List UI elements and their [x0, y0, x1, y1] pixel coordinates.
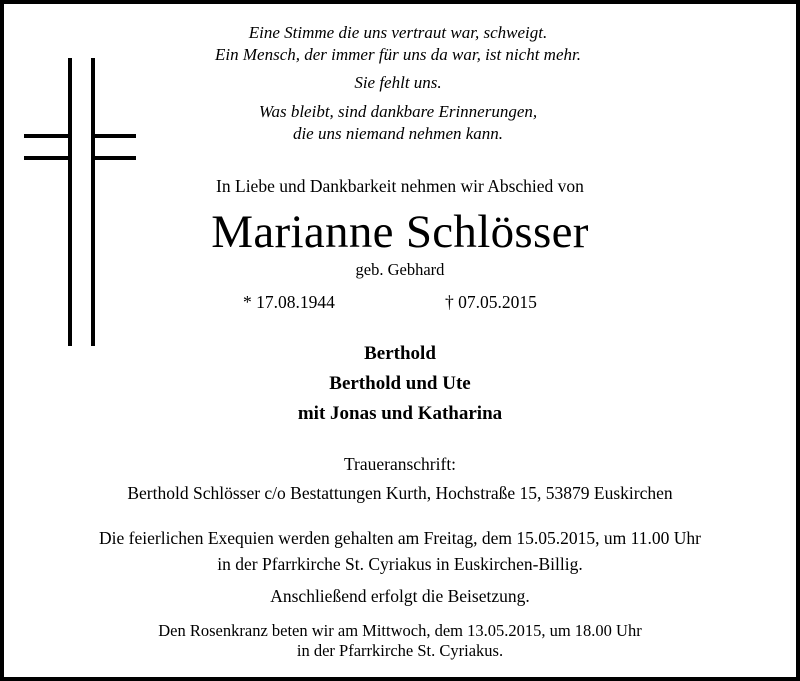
birth-date: * 17.08.1944	[243, 292, 335, 312]
rosary-line-1: Den Rosenkranz beten wir am Mittwoch, dem 13.05.2015, um 18.00 Uhr	[158, 621, 642, 640]
maiden-name: geb. Gebhard	[355, 260, 445, 279]
intro-text: In Liebe und Dankbarkeit nehmen wir Abschied von	[216, 176, 584, 196]
poem-line-4: Was bleibt, sind dankbare Erinnerungen,	[258, 102, 538, 121]
service-line-3: Anschließend erfolgt die Beisetzung.	[270, 586, 530, 606]
mourner-line-3: mit Jonas und Katharina	[297, 403, 503, 424]
death-date: † 07.05.2015	[445, 292, 537, 312]
mourner-line-1: Berthold	[364, 343, 436, 364]
poem-line-1: Eine Stimme die uns vertraut war, schweigt.	[248, 23, 548, 42]
service-line-2: in der Pfarrkirche St. Cyriakus in Euskirchen-Billig.	[217, 554, 583, 574]
address-label: Traueranschrift:	[343, 454, 457, 474]
address-text: Berthold Schlösser c/o Bestattungen Kurth, Hochstraße 15, 53879 Euskirchen	[127, 483, 673, 503]
poem-line-3: Sie fehlt uns.	[354, 73, 442, 92]
poem-line-5: die uns niemand nehmen kann.	[292, 124, 504, 143]
service-line-1: Die feierlichen Exequien werden gehalten am Freitag, dem 15.05.2015, um 11.00 Uhr	[99, 528, 701, 548]
deceased-name: Marianne Schlösser	[211, 206, 589, 258]
mourner-line-2: Berthold und Ute	[329, 373, 471, 394]
poem-line-2: Ein Mensch, der immer für uns da war, ist nicht mehr.	[215, 45, 581, 64]
rosary-line-2: in der Pfarrkirche St. Cyriakus.	[296, 641, 504, 660]
